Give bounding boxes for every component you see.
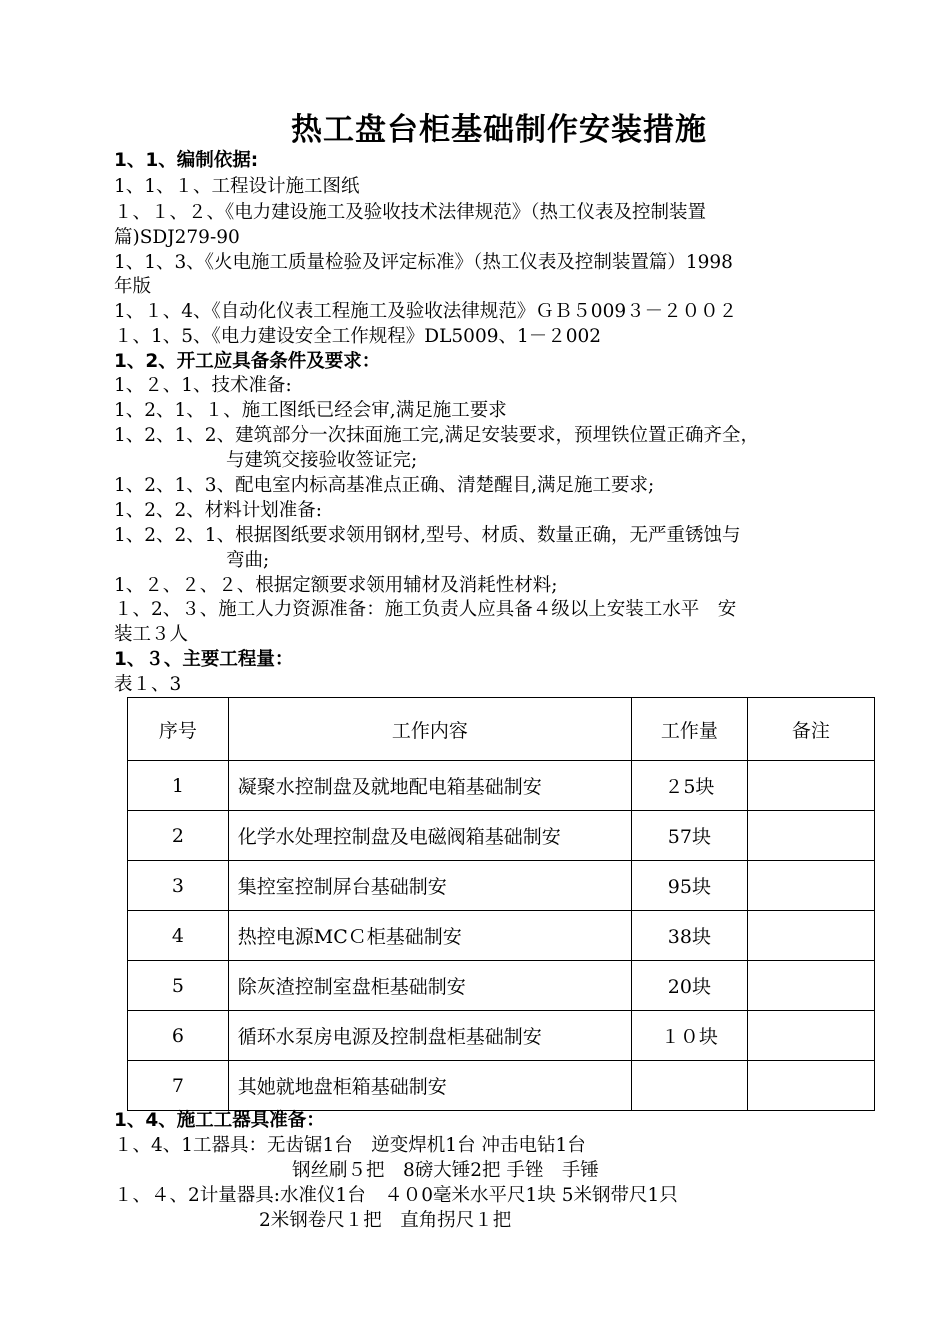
table-header-row	[128, 698, 875, 761]
text-line: 1、2、2、材料计划准备:	[114, 500, 323, 521]
text-line: 1、2、1、１、施工图纸已经会审,满足施工要求	[114, 400, 507, 421]
cell-no: 3	[128, 861, 229, 911]
text-line: 1、１、4、《自动化仪表工程施工及验收法律规范》ＧＢ５009３－２００２	[114, 301, 738, 322]
text-line: 1、２、1、技术准备:	[114, 375, 292, 396]
table-row	[128, 1061, 875, 1111]
cell-content: 除灰渣控制室盘柜基础制安	[228, 961, 631, 1011]
cell-no: 4	[128, 911, 229, 961]
table-row	[128, 861, 875, 911]
cell-quantity: ２5块	[632, 761, 748, 811]
cell-no: 7	[128, 1061, 229, 1111]
table-row	[128, 1011, 875, 1061]
cell-content: 化学水处理控制盘及电磁阀箱基础制安	[228, 811, 631, 861]
section-heading: 1、4、施工工器具准备：	[114, 1110, 325, 1131]
text-line: １、４、2计量器具:水准仪1台 ４０0毫米水平尺1块 5米钢带尺1只	[114, 1185, 678, 1206]
work-quantity-table	[127, 697, 875, 1111]
document-title: 热工盘台柜基础制作安装措施	[291, 112, 707, 148]
text-line: 装工３人	[114, 624, 189, 645]
section-heading: 1、３、主要工程量：	[114, 649, 294, 670]
header-content: 工作内容	[228, 698, 631, 761]
text-line: 篇)SDJ279-90	[114, 227, 240, 248]
text-line: １、１、２、《电力建设施工及验收技术法律规范》（热工仪表及控制装置	[114, 202, 707, 223]
cell-no: 6	[128, 1011, 229, 1061]
cell-quantity: 95块	[632, 861, 748, 911]
text-line: １、2、３、施工人力资源准备：施工负责人应具备４级以上安装工水平 安	[114, 599, 737, 620]
cell-content: 集控室控制屏台基础制安	[228, 861, 631, 911]
cell-no: 2	[128, 811, 229, 861]
cell-no: 1	[128, 761, 229, 811]
text-line: 与建筑交接验收签证完;	[226, 450, 418, 471]
header-no: 序号	[128, 698, 229, 761]
header-note: 备注	[747, 698, 874, 761]
cell-quantity: １０块	[632, 1011, 748, 1061]
cell-no: 5	[128, 961, 229, 1011]
section-heading: 1、1、编制依据:	[114, 150, 259, 171]
text-line: 1、2、1、3、配电室内标高基准点正确、清楚醒目,满足施工要求;	[114, 475, 655, 496]
table-caption: 表１、3	[114, 674, 182, 695]
text-line: １、1、5、《电力建设安全工作规程》DL5009、1－２002	[114, 326, 602, 347]
text-line: 1、1、3、《火电施工质量检验及评定标准》（热工仪表及控制装置篇）1998	[114, 252, 733, 273]
cell-note	[747, 811, 874, 861]
table-row	[128, 761, 875, 811]
cell-note	[747, 1061, 874, 1111]
text-line: １、4、1工器具：无齿锯1台 逆变焊机1台 冲击电钻1台	[114, 1135, 586, 1156]
cell-content: 热控电源MCＣ柜基础制安	[228, 911, 631, 961]
table-row	[128, 961, 875, 1011]
text-line: 1、２、２、２、根据定额要求领用辅材及消耗性材料;	[114, 575, 558, 596]
text-line: 弯曲;	[226, 550, 270, 571]
cell-note	[747, 761, 874, 811]
header-quantity: 工作量	[632, 698, 748, 761]
text-line: 1、2、2、1、根据图纸要求领用钢材,型号、材质、数量正确，无严重锈蚀与	[114, 525, 741, 546]
cell-content: 凝聚水控制盘及就地配电箱基础制安	[228, 761, 631, 811]
cell-quantity: 38块	[632, 911, 748, 961]
text-line: 2米钢卷尺１把 直角拐尺１把	[259, 1210, 512, 1231]
cell-note	[747, 961, 874, 1011]
text-line: 钢丝刷５把 8磅大锤2把 手锉 手锤	[292, 1160, 599, 1181]
cell-quantity: 20块	[632, 961, 748, 1011]
cell-note	[747, 911, 874, 961]
cell-quantity: 57块	[632, 811, 748, 861]
text-line: 1、1、１、工程设计施工图纸	[114, 176, 360, 197]
table-row	[128, 911, 875, 961]
text-line: 年版	[114, 276, 152, 297]
cell-note	[747, 861, 874, 911]
cell-quantity	[632, 1061, 748, 1111]
table-row	[128, 811, 875, 861]
cell-note	[747, 1011, 874, 1061]
cell-content: 循环水泵房电源及控制盘柜基础制安	[228, 1011, 631, 1061]
cell-content: 其她就地盘柜箱基础制安	[228, 1061, 631, 1111]
section-heading: 1、2、开工应具备条件及要求：	[114, 351, 381, 372]
text-line: 1、2、1、2、建筑部分一次抹面施工完,满足安装要求，预埋铁位置正确齐全，	[114, 425, 759, 446]
